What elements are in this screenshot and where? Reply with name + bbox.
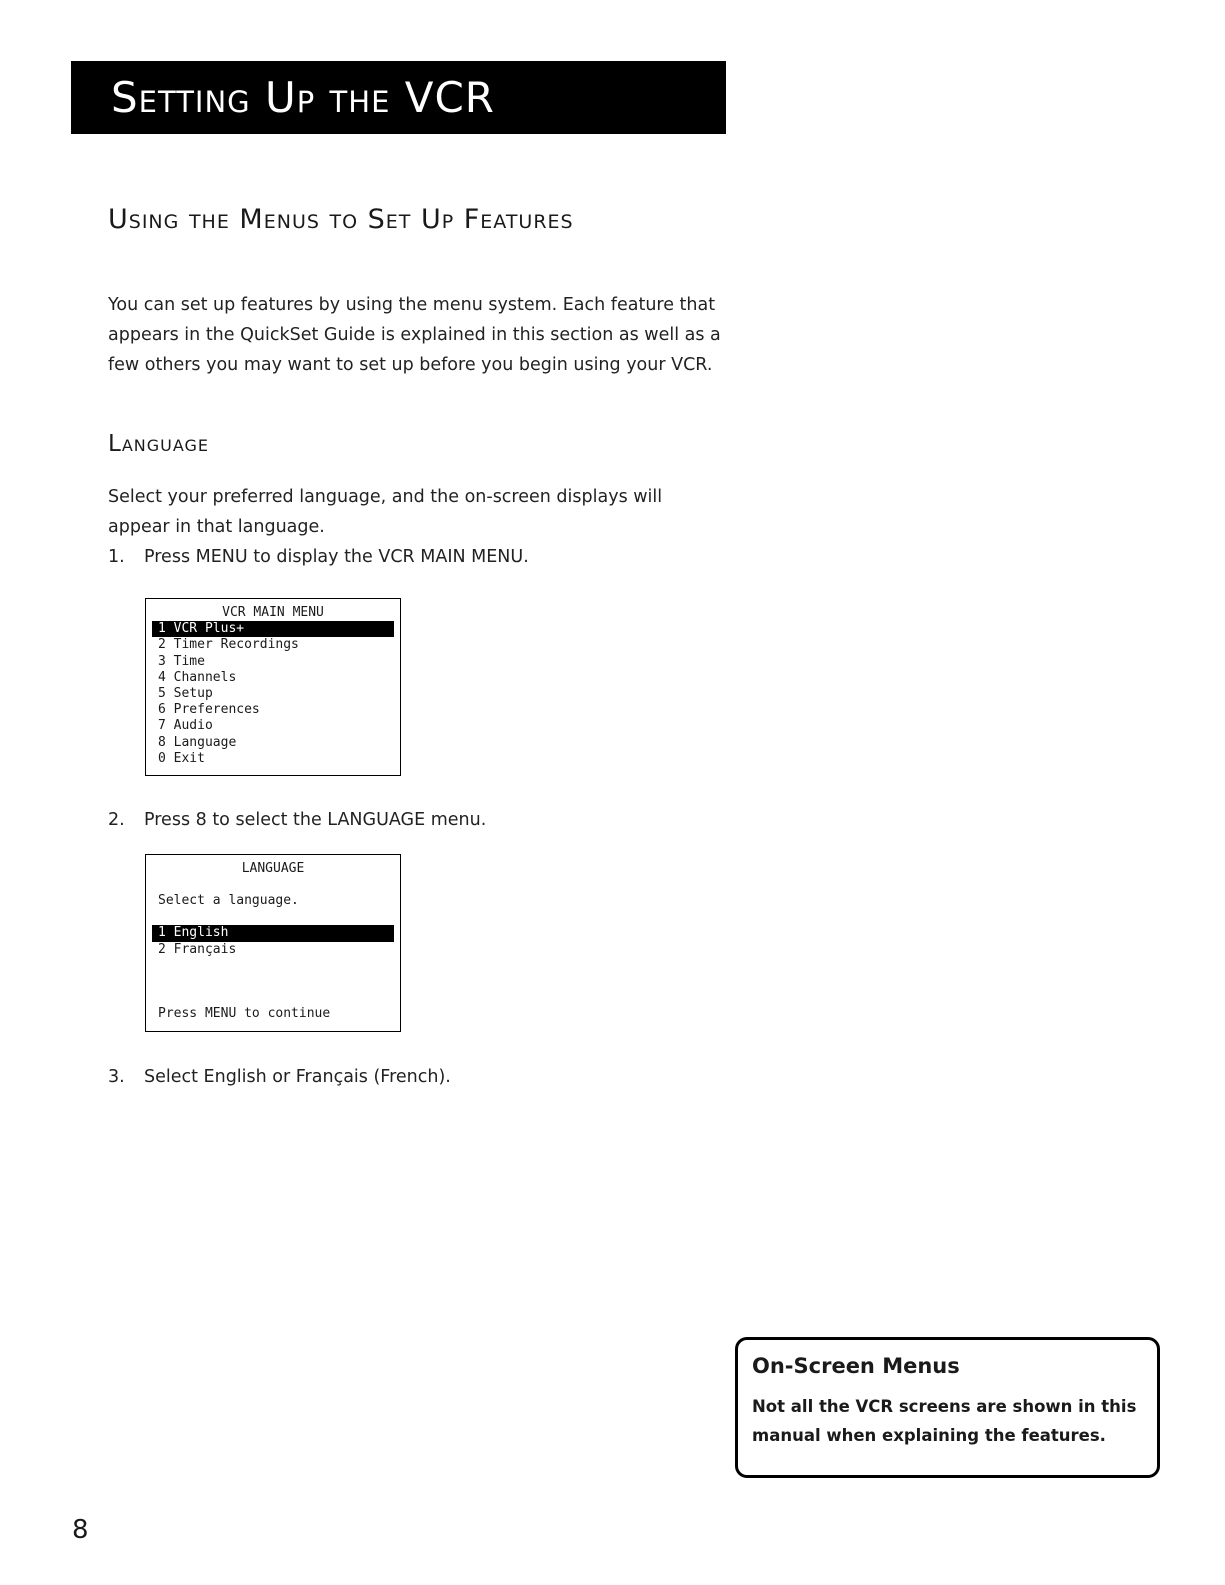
step-1 (108, 542, 529, 572)
note-body: Not all the VCR screens are shown in this manual when explaining the features. (752, 1397, 1137, 1445)
section-heading: Using the Menus to Set Up Features (108, 204, 574, 235)
language-menu-screen (145, 854, 401, 1032)
vcr-main-menu-screen (145, 598, 401, 776)
screen-prompt: Select a language. (158, 893, 299, 909)
menu-item-preferences: 6 Preferences (158, 702, 260, 718)
screen-footer: Press MENU to continue (158, 1005, 331, 1021)
step-2 (108, 805, 486, 835)
page-number: 8 (72, 1515, 89, 1545)
step-number: 2. (108, 810, 125, 830)
language-option-francais: 2 Français (158, 941, 237, 957)
menu-item-language: 8 Language (158, 734, 237, 750)
step-number: 3. (108, 1067, 125, 1087)
step-number: 1. (108, 547, 125, 567)
screen-title: LANGUAGE (241, 861, 305, 876)
language-heading: Language (108, 431, 210, 457)
language-intro: Select your preferred language, and the on-screen displays will appear in that language. (108, 487, 663, 537)
language-option-english: 1 English (152, 925, 394, 941)
screen-title: VCR MAIN MENU (222, 605, 324, 620)
chapter-banner (71, 61, 726, 134)
chapter-title: Setting Up the VCR (111, 73, 495, 122)
menu-item-timer-recordings: 2 Timer Recordings (158, 637, 299, 653)
step-3 (108, 1062, 451, 1092)
menu-item-audio: 7 Audio (158, 718, 213, 734)
menu-item-vcr-plus: 1 VCR Plus+ (152, 621, 394, 637)
step-text: Select English or Français (French). (144, 1067, 451, 1087)
note-box (735, 1337, 1160, 1478)
step-text: Press MENU to display the VCR MAIN MENU. (144, 547, 529, 567)
note-title: On-Screen Menus (752, 1354, 960, 1378)
section-intro: You can set up features by using the menu system. Each feature that appears in the QuickSet Guide is explained in this section as well as a few others you may want to set up before you begin using your VCR. (108, 295, 721, 375)
step-text: Press 8 to select the LANGUAGE menu. (144, 810, 487, 830)
menu-item-channels: 4 Channels (158, 669, 237, 685)
menu-item-exit: 0 Exit (158, 750, 205, 766)
menu-item-time: 3 Time (158, 653, 205, 669)
menu-item-setup: 5 Setup (158, 686, 213, 702)
